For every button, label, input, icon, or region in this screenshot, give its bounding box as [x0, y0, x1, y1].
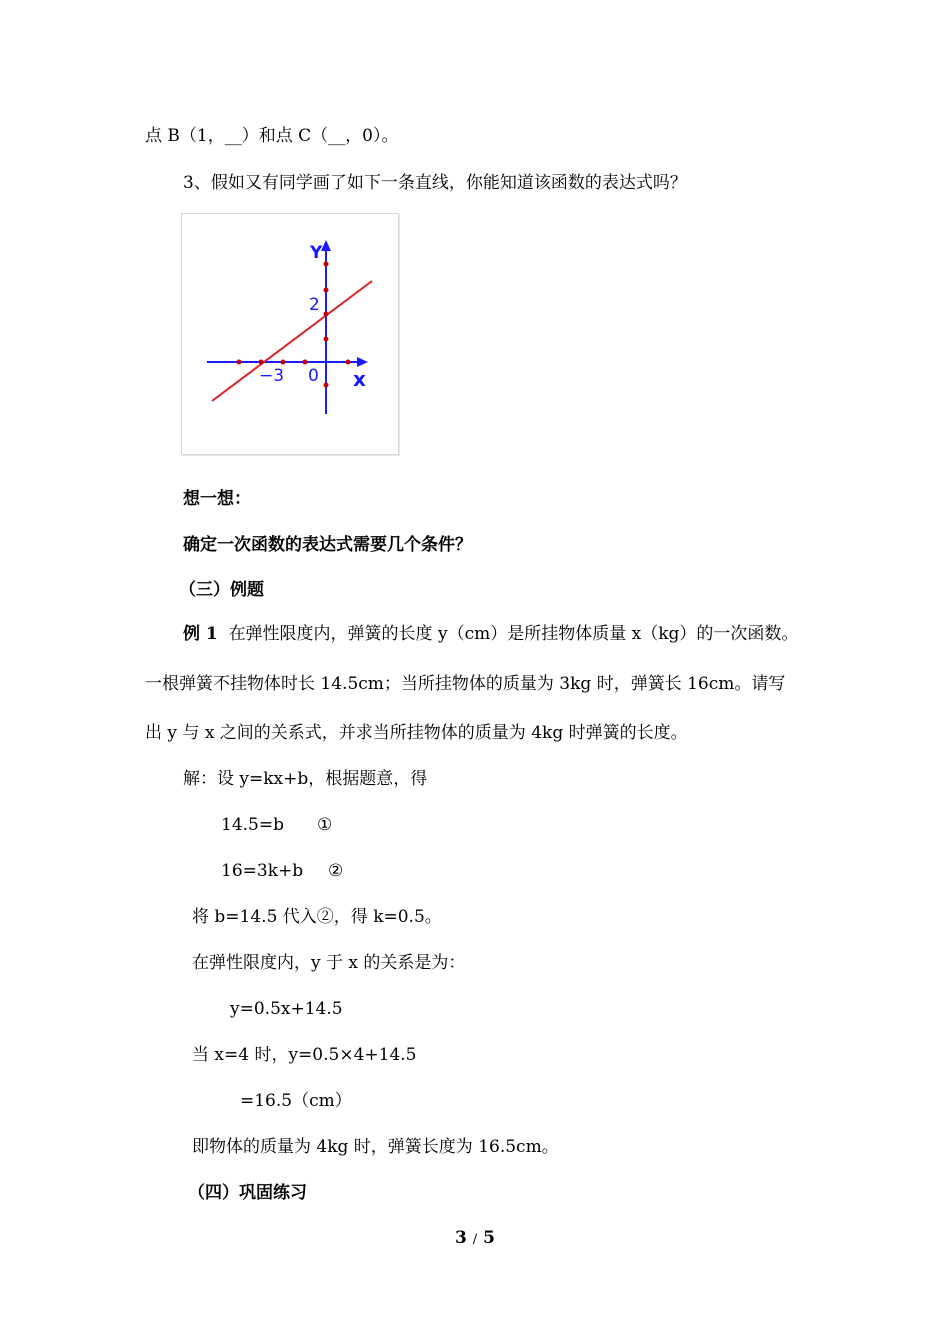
section-3-heading: （三）例题 — [179, 580, 264, 600]
tick-label-2: 2 — [309, 295, 320, 315]
graph-svg — [182, 214, 398, 454]
solution-line-4: y=0.5x+14.5 — [230, 999, 343, 1019]
x-tick-dot — [259, 360, 264, 365]
x-tick-dot — [237, 360, 242, 365]
example-1-text: 在弹性限度内，弹簧的长度 y（cm）是所挂物体质量 x（kg）的一次函数。 — [228, 624, 799, 644]
page-separator: / — [472, 1232, 478, 1247]
equation-2-mark: ② — [328, 861, 344, 881]
example-1-line-2: 一根弹簧不挂物体时长 14.5cm；当所挂物体的质量为 3kg 时，弹簧长 16cm。请写 — [145, 674, 786, 694]
solution-line-3: 在弹性限度内，y 于 x 的关系是为： — [192, 953, 466, 973]
x-axis-label: x — [353, 367, 366, 391]
solution-line-6: =16.5（cm） — [240, 1091, 352, 1111]
think-title: 想一想： — [183, 489, 251, 509]
origin-label: 0 — [308, 366, 319, 386]
page-number — [0, 1228, 950, 1248]
graph-figure — [181, 213, 399, 455]
think-question: 确定一次函数的表达式需要几个条件？ — [183, 535, 472, 555]
solution-line-5: 当 x=4 时，y=0.5×4+14.5 — [192, 1045, 417, 1065]
x-tick-dot — [303, 360, 308, 365]
x-tick-dot — [281, 360, 286, 365]
text-line-1: 点 B（1，__）和点 C（__，0）。 — [145, 126, 399, 146]
equation-2-text: 16=3k+b — [221, 861, 304, 881]
y-tick-dot — [324, 383, 329, 388]
solution-line-2: 将 b=14.5 代入②，得 k=0.5。 — [192, 907, 442, 927]
x-axis-arrow — [357, 357, 368, 367]
equation-1-mark: ① — [317, 815, 333, 835]
y-axis-label: Y — [310, 243, 323, 263]
y-tick-dot — [324, 288, 329, 293]
tick-label-neg3: −3 — [259, 366, 285, 386]
y-tick-dot — [324, 337, 329, 342]
total-pages: 5 — [483, 1228, 495, 1248]
y-axis-arrow — [321, 240, 331, 251]
question-3: 3、假如又有同学画了如下一条直线，你能知道该函数的表达式吗？ — [183, 173, 687, 193]
solution-line-1: 解：设 y=kx+b，根据题意，得 — [183, 769, 428, 789]
example-1-line-3: 出 y 与 x 之间的关系式，并求当所挂物体的质量为 4kg 时弹簧的长度。 — [145, 723, 688, 743]
solution-line-7: 即物体的质量为 4kg 时，弹簧长度为 16.5cm。 — [192, 1137, 559, 1157]
current-page: 3 — [455, 1228, 467, 1248]
section-4-heading: （四）巩固练习 — [188, 1183, 307, 1203]
y-tick-dot — [324, 312, 329, 317]
equation-1-text: 14.5=b — [221, 815, 284, 835]
example-1-label: 例 1 — [183, 624, 218, 644]
equation-1 — [221, 814, 333, 836]
equation-2 — [221, 860, 344, 882]
example-1-line-1 — [183, 623, 798, 645]
function-line — [212, 281, 372, 401]
y-tick-dot — [324, 262, 329, 267]
x-tick-dot — [346, 360, 351, 365]
